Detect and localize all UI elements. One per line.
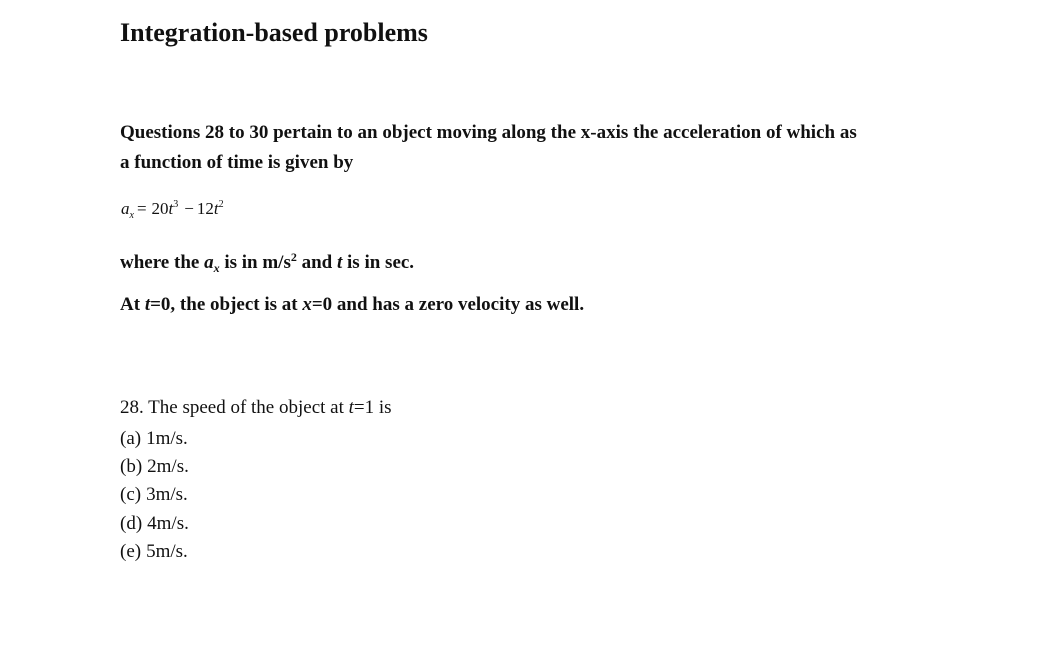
units-var: a <box>204 252 214 273</box>
answer-options <box>120 425 189 566</box>
option-text: 5m/s. <box>146 540 188 562</box>
question-t-var: t <box>348 397 354 418</box>
units-and: and <box>301 252 333 273</box>
option-letter: (e) <box>120 540 142 562</box>
initial-x-var: x <box>302 294 312 315</box>
units-exp: 2 <box>290 250 297 264</box>
units-suffix: is in sec. <box>347 252 415 273</box>
option-text: 1m/s. <box>146 428 188 449</box>
formula-term2-coef: 12 <box>196 199 214 218</box>
page-title: Integration-based problems <box>120 18 428 47</box>
units-mid: is in m/s <box>224 252 291 273</box>
units-statement <box>120 250 414 276</box>
initial-p3: =0 and has a zero velocity as well. <box>311 294 585 315</box>
problem-intro <box>120 118 960 178</box>
option-text: 3m/s. <box>146 484 188 506</box>
option-letter: (a) <box>120 428 142 449</box>
option-letter: (d) <box>120 512 143 534</box>
formula-term1-coef: 20 <box>151 199 169 218</box>
answer-option-a[interactable] <box>120 425 189 453</box>
formula-lhs-var: a <box>121 199 130 218</box>
intro-line-1: Questions 28 to 30 pertain to an object moving along the x-axis the acceleration of which as <box>120 122 857 143</box>
units-sub: x <box>213 261 220 275</box>
formula-equals: = <box>136 199 147 218</box>
answer-option-d[interactable] <box>120 510 189 538</box>
answer-option-b[interactable] <box>120 453 189 481</box>
answer-option-c[interactable] <box>120 481 189 509</box>
intro-line-2: a function of time is given by <box>120 152 354 173</box>
formula-lhs-sub: x <box>129 210 134 221</box>
initial-p2: =0, the object is at <box>150 294 298 315</box>
formula-minus: − <box>184 199 194 218</box>
formula-term2-exp: 2 <box>218 199 224 210</box>
option-text: 2m/s. <box>147 456 189 478</box>
units-prefix: where the <box>120 252 200 273</box>
formula-term1-var: t <box>168 199 174 218</box>
initial-conditions <box>120 294 584 316</box>
acceleration-formula <box>121 199 224 221</box>
question-prefix: 28. The speed of the object at <box>120 397 344 418</box>
answer-option-e[interactable] <box>120 538 189 566</box>
formula-term1-exp: 3 <box>173 199 179 210</box>
option-letter: (b) <box>120 456 143 478</box>
question-suffix: =1 is <box>353 397 392 418</box>
initial-p1: At <box>120 294 141 315</box>
initial-t-var: t <box>144 294 151 315</box>
units-t-var: t <box>337 252 343 273</box>
formula-term2-var: t <box>213 199 219 218</box>
option-text: 4m/s. <box>147 512 189 534</box>
option-letter: (c) <box>120 484 142 506</box>
question-28 <box>120 397 392 419</box>
